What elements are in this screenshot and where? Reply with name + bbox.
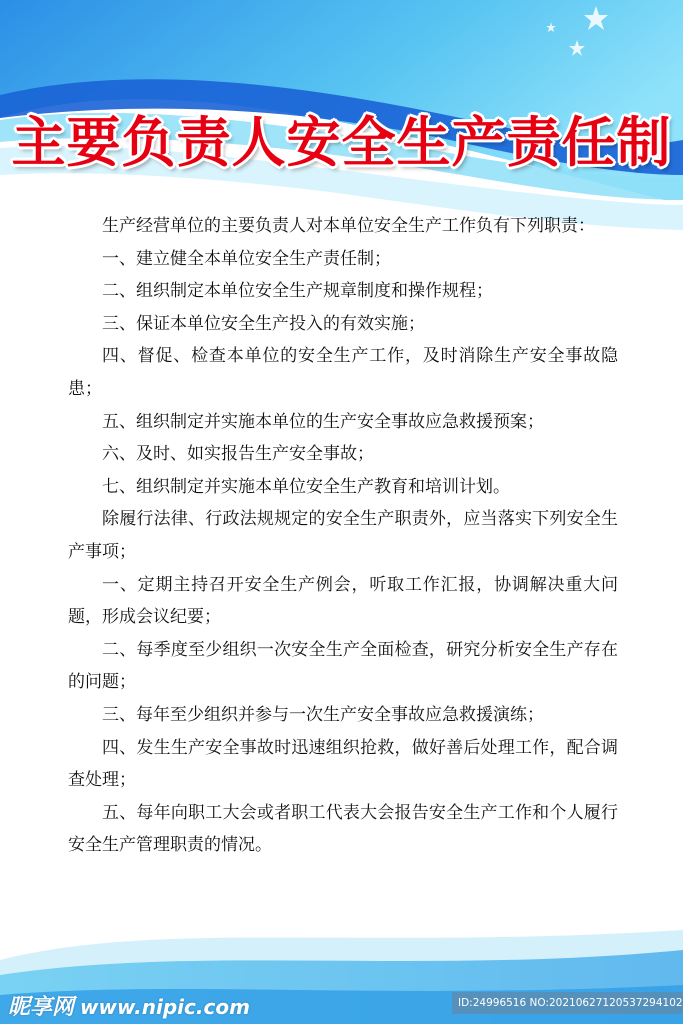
image-id-bar: ID:24996516 NO:20210627120537294102 (452, 992, 683, 1014)
watermark-site: www.nipic.com (80, 995, 250, 1019)
paragraph: 四、发生生产安全事故时迅速组织抢救，做好善后处理工作，配合调查处理； (68, 737, 618, 791)
paragraph: 二、每季度至少组织一次安全生产全面检查，研究分析安全生产存在的问题； (68, 639, 618, 693)
paragraph: 五、组织制定并实施本单位的生产安全事故应急救援预案； (102, 411, 544, 432)
paragraph: 除履行法律、行政法规规定的安全生产职责外，应当落实下列安全生产事项； (68, 509, 618, 562)
paragraph: 四、督促、检查本单位的安全生产工作，及时消除生产安全事故隐患； (68, 346, 618, 399)
paragraph: 生产经营单位的主要负责人对本单位安全生产工作负有下列职责： (102, 216, 595, 236)
document-body (68, 210, 618, 862)
paragraph: 三、每年至少组织并参与一次生产安全事故应急救援演练； (102, 704, 544, 725)
paragraph: 一、定期主持召开安全生产例会，听取工作汇报，协调解决重大问题，形成会议纪要； (68, 574, 618, 628)
page-title: 主要负责人安全生产责任制 (11, 111, 672, 174)
paragraph: 六、及时、如实报告生产安全事故； (102, 444, 374, 465)
paragraph: 七、组织制定并实施本单位安全生产教育和培训计划。 (102, 476, 510, 497)
paragraph: 三、保证本单位安全生产投入的有效实施； (102, 313, 425, 334)
watermark-logo (8, 990, 250, 1021)
paragraph: 五、每年向职工大会或者职工代表大会报告安全生产工作和个人履行安全生产管理职责的情况。 (68, 802, 618, 856)
paragraph: 一、建立健全本单位安全生产责任制； (102, 248, 391, 269)
watermark-brand: 昵享网 (8, 995, 75, 1020)
paragraph: 二、组织制定本单位安全生产规章制度和操作规程； (102, 281, 493, 302)
